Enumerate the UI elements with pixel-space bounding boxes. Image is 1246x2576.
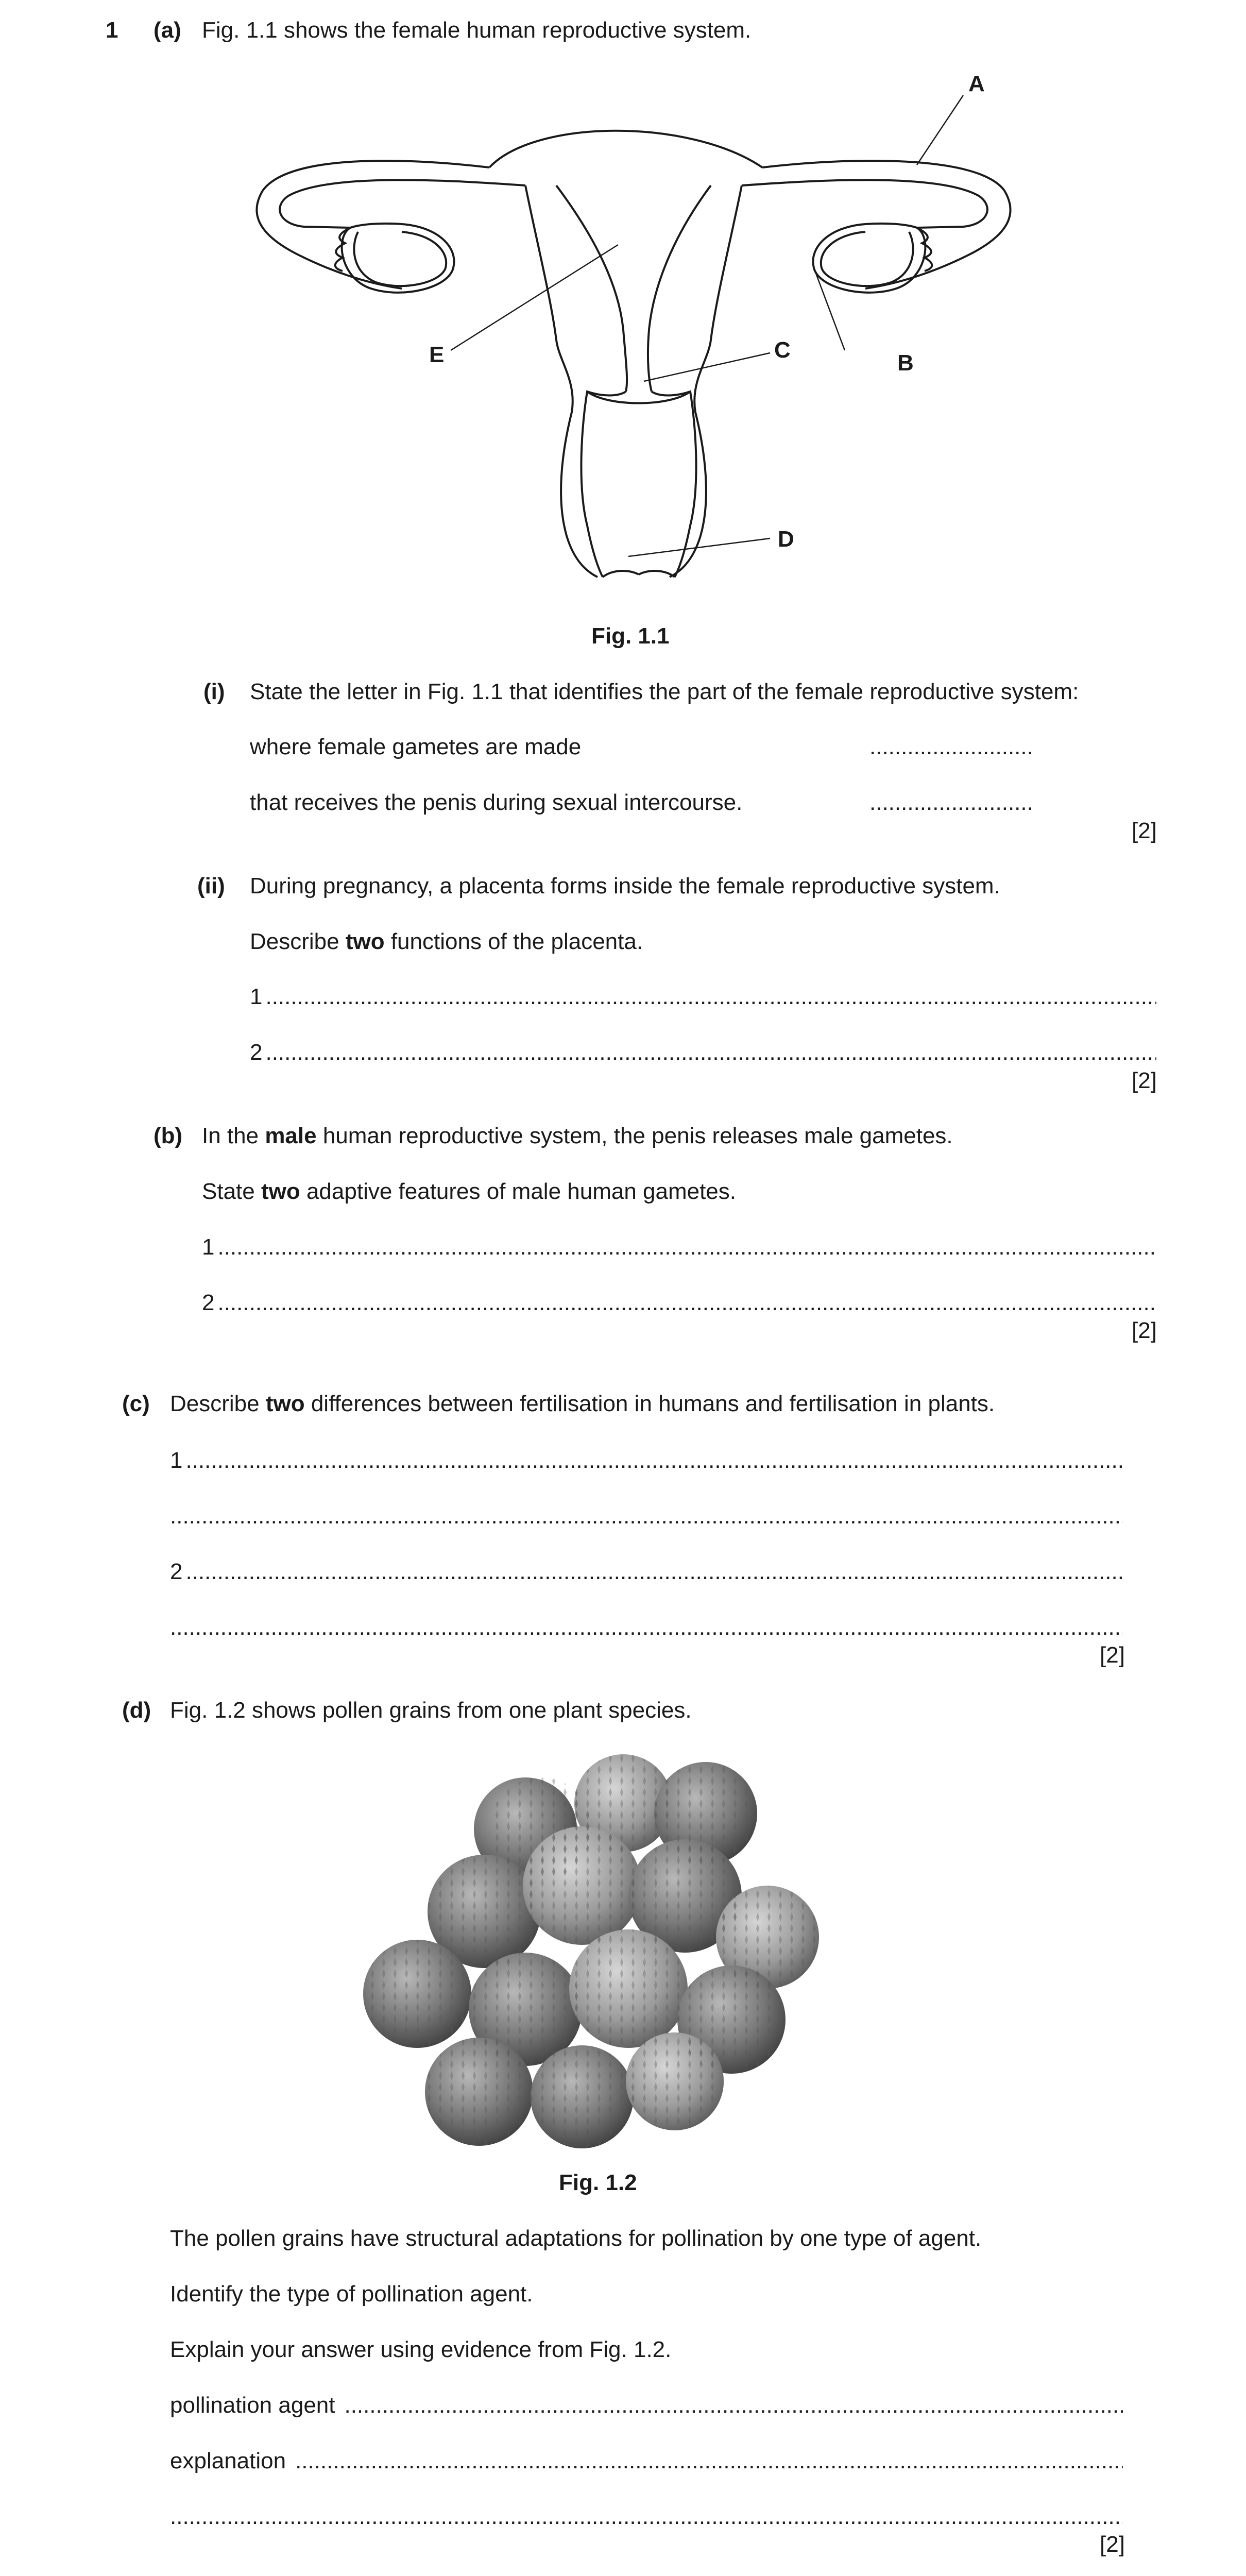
part-d-label: (d) <box>122 1698 151 1723</box>
part-a-label: (a) <box>153 18 181 43</box>
marks-c: [2] <box>1100 1642 1125 1668</box>
marks-b: [2] <box>1132 1318 1157 1343</box>
part-a-i-label: (i) <box>203 679 225 704</box>
part-d-line2: Identify the type of pollination agent. <box>170 2281 533 2307</box>
figure-1-2-pollen-image <box>355 1741 850 2154</box>
answer-line-explanation[interactable]: explanation ..... <box>170 2448 1123 2475</box>
label-a: A <box>968 71 985 96</box>
label-d: D <box>778 527 794 552</box>
marks-a-i: [2] <box>1132 818 1157 843</box>
answer-line-placenta-1[interactable]: 1 ..... <box>250 984 1156 1010</box>
part-c-line: Describe two differences between fertilisation in humans and fertilisation in plants. <box>170 1391 995 1416</box>
figure-1-2-caption: Fig. 1.2 <box>559 2170 637 2195</box>
part-d-line3: Explain your answer using evidence from Fig. 1.2. <box>170 2337 672 2362</box>
part-b-line1: In the male human reproductive system, the penis releases male gametes. <box>202 1123 953 1148</box>
part-d-line1: The pollen grains have structural adaptations for pollination by one type of agent. <box>170 2226 982 2251</box>
part-b-label: (b) <box>153 1123 183 1148</box>
marks-d: [2] <box>1100 2532 1125 2557</box>
part-a-intro: Fig. 1.1 shows the female human reproductive system. <box>202 18 752 43</box>
answer-blank-penis[interactable]: .......................... <box>869 790 1033 815</box>
figure-1-1-diagram <box>247 62 1030 603</box>
part-d-intro: Fig. 1.2 shows pollen grains from one plant species. <box>170 1698 692 1723</box>
part-a-i-prompt: State the letter in Fig. 1.1 that identifies the part of the female reproductive system: <box>250 679 1079 704</box>
part-a-i-row1: where female gametes are made <box>250 734 582 759</box>
part-a-ii-label: (ii) <box>197 873 225 899</box>
answer-line-gametes-1[interactable]: 1 ..... <box>202 1234 1156 1261</box>
answer-line-placenta-2[interactable]: 2 ..... <box>250 1040 1156 1066</box>
answer-line-fertilisation-2a[interactable]: 2 ..... <box>170 1559 1123 1585</box>
question-number: 1 <box>106 18 118 43</box>
answer-blank-gametes[interactable]: .......................... <box>869 734 1033 759</box>
answer-line-fertilisation-1b[interactable] <box>170 1503 1123 1530</box>
label-c: C <box>774 337 791 363</box>
marks-a-ii: [2] <box>1132 1068 1157 1093</box>
answer-line-gametes-2[interactable]: 2 ..... <box>202 1290 1156 1316</box>
part-b-line2: State two adaptive features of male human gametes. <box>202 1179 737 1204</box>
answer-line-fertilisation-2b[interactable] <box>170 1615 1123 1641</box>
part-a-ii-line2: Describe two functions of the placenta. <box>250 929 643 954</box>
part-a-ii-line1: During pregnancy, a placenta forms inside the female reproductive system. <box>250 873 1000 899</box>
answer-line-explanation-2[interactable] <box>170 2504 1123 2530</box>
part-a-i-row2: that receives the penis during sexual intercourse. <box>250 790 743 815</box>
figure-1-1-caption: Fig. 1.1 <box>591 623 670 649</box>
label-b: B <box>897 350 914 376</box>
answer-line-pollination-agent[interactable]: pollination agent ..... <box>170 2393 1123 2419</box>
answer-line-fertilisation-1a[interactable]: 1 ..... <box>170 1448 1123 1474</box>
part-c-label: (c) <box>122 1391 150 1416</box>
label-e: E <box>429 342 445 367</box>
